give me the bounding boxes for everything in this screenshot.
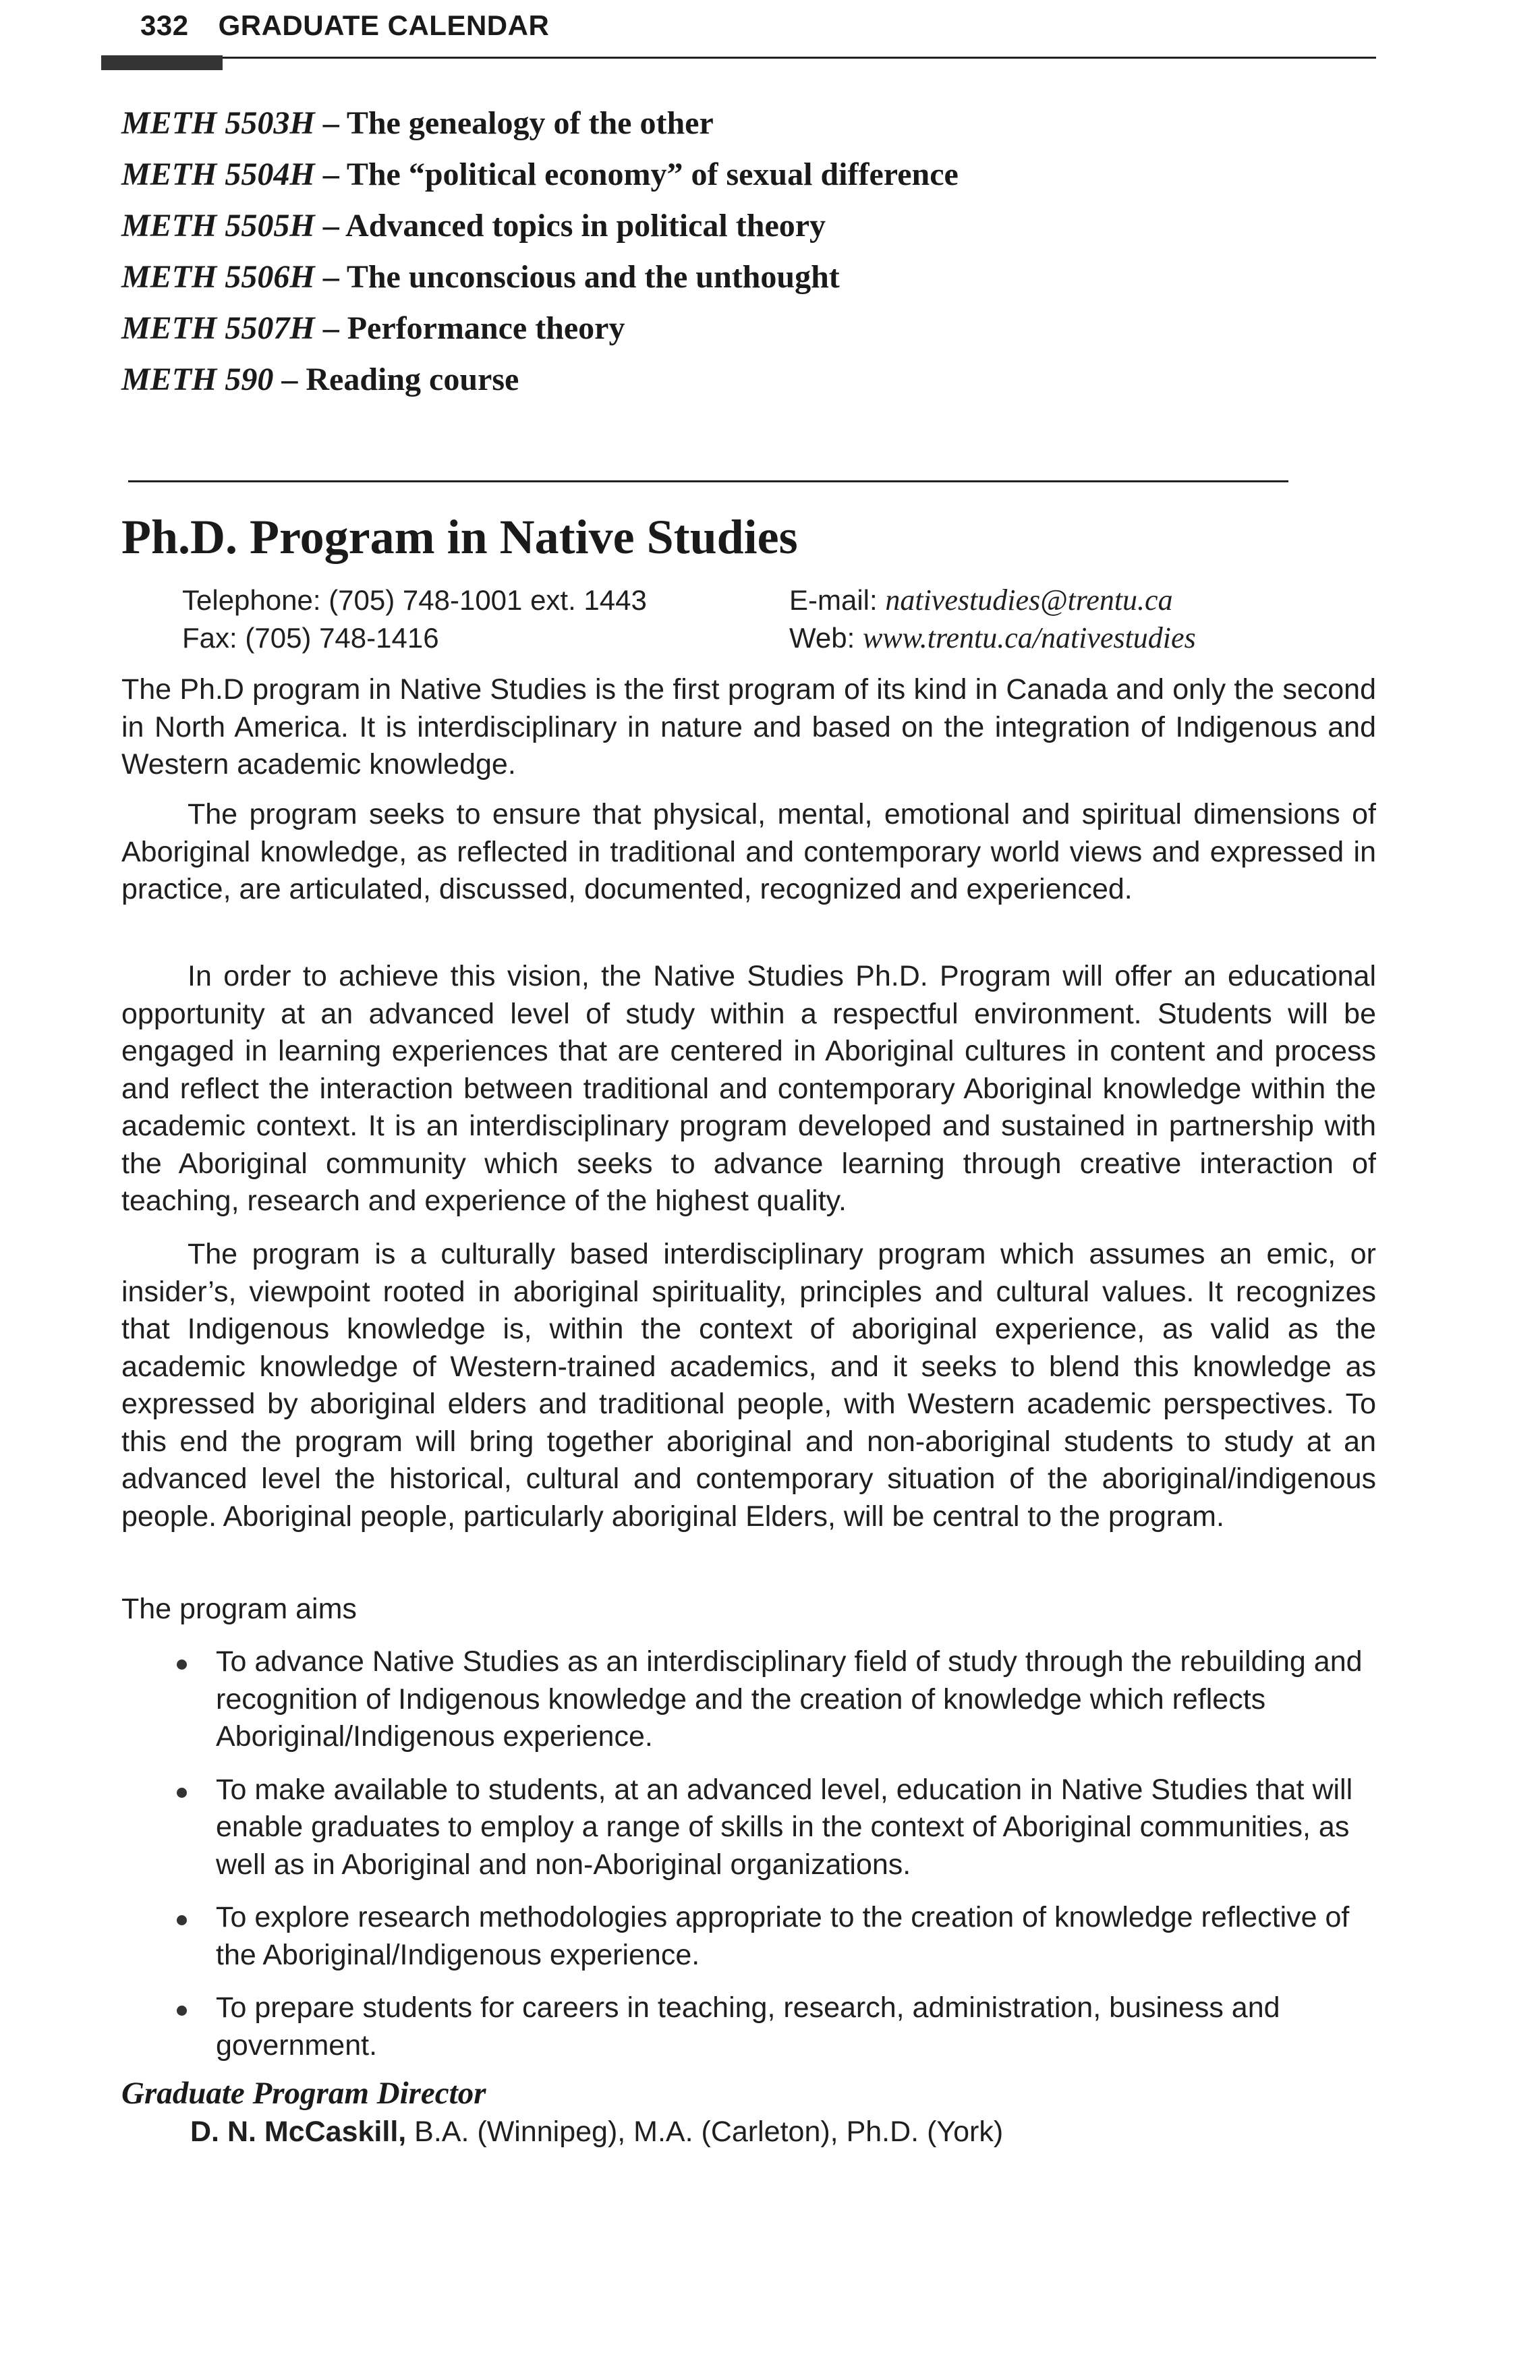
course-title: Reading course — [306, 362, 519, 397]
web-line — [789, 619, 1196, 657]
paragraph-vision: In order to achieve this vision, the Native Studies Ph.D. Program will offer an educational opportunity at an advanced level of study within a respectful environment. Students will be engaged in learning experiences that are centered in Aboriginal cultures in content and process and reflect the interaction between traditional and contemporary Aboriginal knowledge within the academic context. It is an interdisciplinary program developed and sustained in partnership with the Aboriginal community which seeks to advance learning through creative interaction of teaching, research and experience of the highest quality. — [121, 960, 1376, 1217]
course-title: Advanced topics in political theory — [345, 208, 826, 244]
director-credentials: B.A. (Winnipeg), M.A. (Carleton), Ph.D. (York) — [414, 2116, 1004, 2148]
fax-label: Fax: — [182, 622, 237, 654]
aim-item — [177, 1989, 1364, 2064]
running-header-title: GRADUATE CALENDAR — [218, 9, 550, 41]
web-link[interactable]: www.trentu.ca/nativestudies — [862, 621, 1196, 654]
course-code: METH 590 — [121, 362, 274, 397]
aim-text: To explore research methodologies appropriate to the creation of knowledge reflective of the Aboriginal/Indigenous experience. — [216, 1901, 1350, 1971]
course-item — [121, 149, 959, 200]
email-link[interactable]: nativestudies@trentu.ca — [885, 584, 1173, 617]
aims-intro: The program aims — [121, 1593, 357, 1625]
director-line — [190, 2113, 1003, 2151]
aim-item — [177, 1772, 1364, 1884]
paragraph-intro: The Ph.D program in Native Studies is the first program of its kind in Canada and only the second in North America. It is interdisciplinary in nature and based on the integration of Indigenous and Western academic knowledge. — [121, 673, 1376, 781]
paragraph-dimensions: The program seeks to ensure that physical, mental, emotional and spiritual dimensions of Aboriginal knowledge, as reflected in traditional and contemporary world views and expressed in practice, are articulated, discussed, documented, recognized and experienced. — [121, 798, 1376, 905]
fax-value: (705) 748-1416 — [245, 622, 439, 654]
telephone-value: (705) 748-1001 ext. 1443 — [329, 584, 647, 616]
page-number: 332 — [140, 9, 189, 41]
aim-text: To prepare students for careers in teaching, research, administration, business and government. — [216, 1991, 1280, 2062]
paragraph-culturally-based: The program is a culturally based interdisciplinary program which assumes an emic, or insider’s, viewpoint rooted in aboriginal spirituality, principles and cultural values. It recognizes that Indigenous knowledge is, within the context of aboriginal experience, as valid as the academic knowledge of Western-trained academics, and it seeks to blend this knowledge as expressed by aboriginal elders and traditional people, with Western academic perspectives. To this end the program will bring together aboriginal and non-aboriginal students to study at an advanced level the historical, cultural and contemporary situation of the aboriginal/indigenous people. Aboriginal people, particularly aboriginal Elders, will be central to the program. — [121, 1238, 1376, 1533]
aims-list — [177, 1643, 1364, 2080]
course-separator: – — [314, 310, 347, 346]
course-separator: – — [314, 259, 347, 295]
aim-text: To make available to students, at an advanced level, education in Native Studies that will enable graduates to employ a range of skills in the context of Aboriginal communities, as well as in Aboriginal and non-Aboriginal organizations. — [216, 1773, 1353, 1881]
aim-text: To advance Native Studies as an interdisciplinary field of study through the rebuilding and recognition of Indigenous knowledge and the creation of knowledge which reflects Aboriginal/Indigenous experience. — [216, 1645, 1363, 1753]
telephone-line — [182, 582, 647, 619]
course-title: Performance theory — [347, 310, 625, 346]
web-label: Web: — [789, 622, 855, 654]
course-item — [121, 200, 959, 252]
director-heading: Graduate Program Director — [121, 2076, 486, 2111]
email-line — [789, 582, 1196, 619]
course-title: The unconscious and the unthought — [346, 259, 840, 295]
course-code: METH 5504H — [121, 157, 315, 192]
course-separator: – — [314, 157, 347, 192]
bullet-icon — [177, 1788, 187, 1798]
bullet-icon — [177, 1915, 187, 1925]
course-title: The “political economy” of sexual difference — [346, 157, 959, 192]
telephone-label: Telephone: — [182, 584, 321, 616]
course-separator: – — [314, 208, 346, 244]
course-code: METH 5507H — [121, 310, 315, 346]
contact-phone-fax — [182, 582, 647, 657]
course-item — [121, 98, 959, 149]
course-separator: – — [273, 362, 306, 397]
course-item — [121, 303, 959, 354]
course-code: METH 5503H — [121, 105, 315, 141]
course-item — [121, 252, 959, 303]
course-title: The genealogy of the other — [346, 105, 714, 141]
bullet-icon — [177, 2006, 187, 2016]
bullet-icon — [177, 1660, 187, 1670]
program-title: Ph.D. Program in Native Studies — [121, 510, 798, 564]
aim-item — [177, 1643, 1364, 1756]
director-name: D. N. McCaskill, — [190, 2116, 407, 2148]
course-item — [121, 354, 959, 405]
contact-email-web — [789, 582, 1196, 657]
course-list — [121, 98, 959, 405]
course-code: METH 5506H — [121, 259, 315, 295]
header-rule — [101, 57, 1376, 59]
fax-line — [182, 619, 647, 657]
header-accent-bar — [101, 55, 223, 70]
running-header — [140, 9, 549, 42]
aim-item — [177, 1899, 1364, 1974]
course-code: METH 5505H — [121, 208, 315, 244]
course-separator: – — [314, 105, 347, 141]
section-divider — [128, 480, 1288, 482]
email-label: E-mail: — [789, 584, 878, 616]
